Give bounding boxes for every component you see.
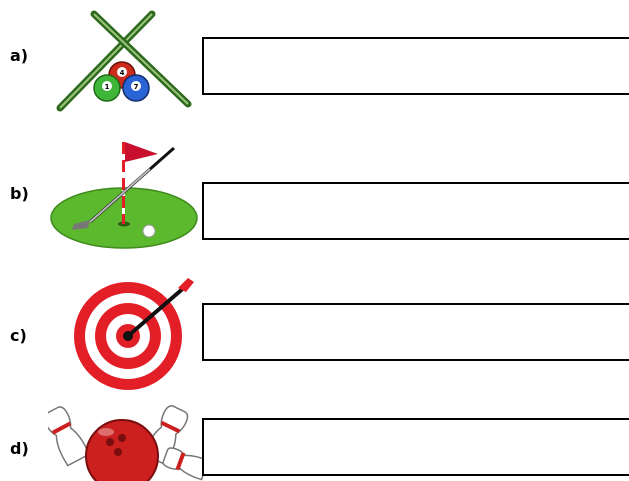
bowling-icon	[48, 402, 218, 481]
item-label-b: b)	[10, 184, 29, 203]
svg-text:1: 1	[104, 83, 110, 91]
billiards-icon	[48, 8, 198, 112]
answer-box-b[interactable]	[202, 182, 629, 240]
archery-target-icon	[62, 276, 206, 392]
golf-icon	[50, 138, 200, 250]
item-label-a: a)	[10, 46, 29, 65]
svg-text:4: 4	[119, 69, 125, 77]
item-label-c: c)	[10, 326, 27, 345]
answer-box-c[interactable]	[202, 303, 629, 361]
item-label-d: d)	[10, 439, 29, 458]
answer-box-d[interactable]	[202, 418, 629, 476]
svg-text:7: 7	[133, 83, 139, 91]
answer-box-a[interactable]	[202, 37, 629, 95]
